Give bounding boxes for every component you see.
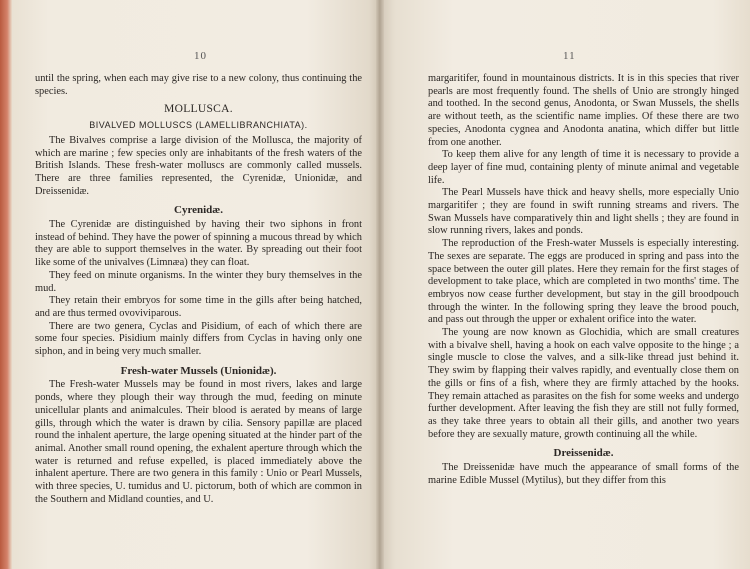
paragraph: The Cyrenidæ are distinguished by having their two siphons in front instead of behind. They have the power of spinning a mucous thread by which they are able to support themselves in the water. By spreading out their foot like some of the univalves (Limnæa) they can float. xyxy=(35,219,362,269)
page-body xyxy=(428,73,739,488)
paragraph: margaritifer, found in mountainous districts. It is in this species that river pearls are most frequently found. The shells of Unio are strongly hinged and toothed. In the second genus, Anodonta, or Swan Mussels, the shells are without teeth, as the scientific name implies. Of these there are two species, Anodonta cygnea and Anodonta anatina, which differ but little from one another. xyxy=(428,73,739,148)
family-heading: Dreissenidæ. xyxy=(553,447,614,460)
paragraph: The young are now known as Glochidia, which are small creatures with a bivalve shell, having a hook on each valve opposite to the hinge ; a single muscle to close the valves, and a silk-like thread just behind it. They swim by flapping their valves rapidly, and eventually close them on the gills or fins of a fish, where they are firmly attached by the hooks. They remain attached as parasites on the fish for some weeks and undergo further development. After leaving the fish they are still not fully formed, as they take three years to obtain all their gills, and another two years before they are sexually mature, growth continuing all the while. xyxy=(428,327,739,440)
family-heading: Cyrenidæ. xyxy=(174,204,223,217)
subsection-heading: BIVALVED MOLLUSCS (LAMELLIBRANCHIATA). xyxy=(89,120,308,131)
paragraph: The Pearl Mussels have thick and heavy shells, more especially Unio margaritifer ; they are found in swift running streams and rivers. The Swan Mussels have comparatively thin and light shells ; they are found in slow running rivers, lakes and ponds. xyxy=(428,187,739,237)
paragraph: The reproduction of the Fresh-water Mussels is especially interesting. The sexes are separate. The eggs are produced in spring and pass into the space between the outer gill plates. Here they remain for the first stages of development to take place, which are completed in two months' time. The embryos now cease further development, but stay in the gill broodpouch through the winter. In the following spring they leave the brood pouch, and pass out through the upper or exhalent orifice into the water. xyxy=(428,238,739,326)
family-heading: Fresh-water Mussels (Unionidæ). xyxy=(120,364,277,377)
paragraph: They retain their embryos for some time in the gills after being hatched, and are thus termed ovoviviparous. xyxy=(35,295,362,319)
page-number: 11 xyxy=(563,50,576,62)
paragraph: The Dreissenidæ have much the appearance of small forms of the marine Edible Mussel (Mytilus), but they differ from this xyxy=(428,462,739,486)
paragraph: The Bivalves comprise a large division of the Mollusca, the majority of which are marine ; few species only are inhabitants of the fresh waters of the British Islands. These fresh-water molluscs are commonly called mussels. There are three families represented, the Cyrenidæ, Unionidæ, and Dreissenidæ. xyxy=(35,134,362,197)
page-number: 10 xyxy=(194,50,207,62)
paragraph: To keep them alive for any length of time it is necessary to provide a deep layer of fine mud, containing plenty of minute animal and vegetable life. xyxy=(428,149,739,186)
paragraph: The Fresh-water Mussels may be found in most rivers, lakes and large ponds, where they plough their way through the mud, feeding on minute unicellular plants and animalcules. Their blood is aerated by means of large gills, through which the water is drawn by cilia. Sensory papillæ are placed round the inhalent aperture, the large opening situated at the hinder part of the animal. Another small round opening, the exhalent aperture through which the water is returned and refuse expelled, is placed immediately above the inhalent aperture. There are two genera in this family : Unio or Pearl Mussels, with three species, U. tumidus and U. pictorum, both of which are common in the Southern and Midland counties, and U. xyxy=(35,379,362,505)
paragraph: until the spring, when each may give rise to a new colony, thus continuing the species. xyxy=(35,73,362,97)
book-cover-edge xyxy=(0,0,12,569)
section-heading: MOLLUSCA. xyxy=(164,103,233,116)
left-page xyxy=(12,0,380,569)
paragraph: They feed on minute organisms. In the winter they bury themselves in the mud. xyxy=(35,269,362,294)
paragraph: There are two genera, Cyclas and Pisidium, of each of which there are some four species. Pisidium mainly differs from Cyclas in having only one siphon, and in being very much smaller. xyxy=(35,320,362,358)
right-page xyxy=(380,0,750,569)
book-gutter xyxy=(376,0,384,569)
page-body xyxy=(35,73,362,507)
